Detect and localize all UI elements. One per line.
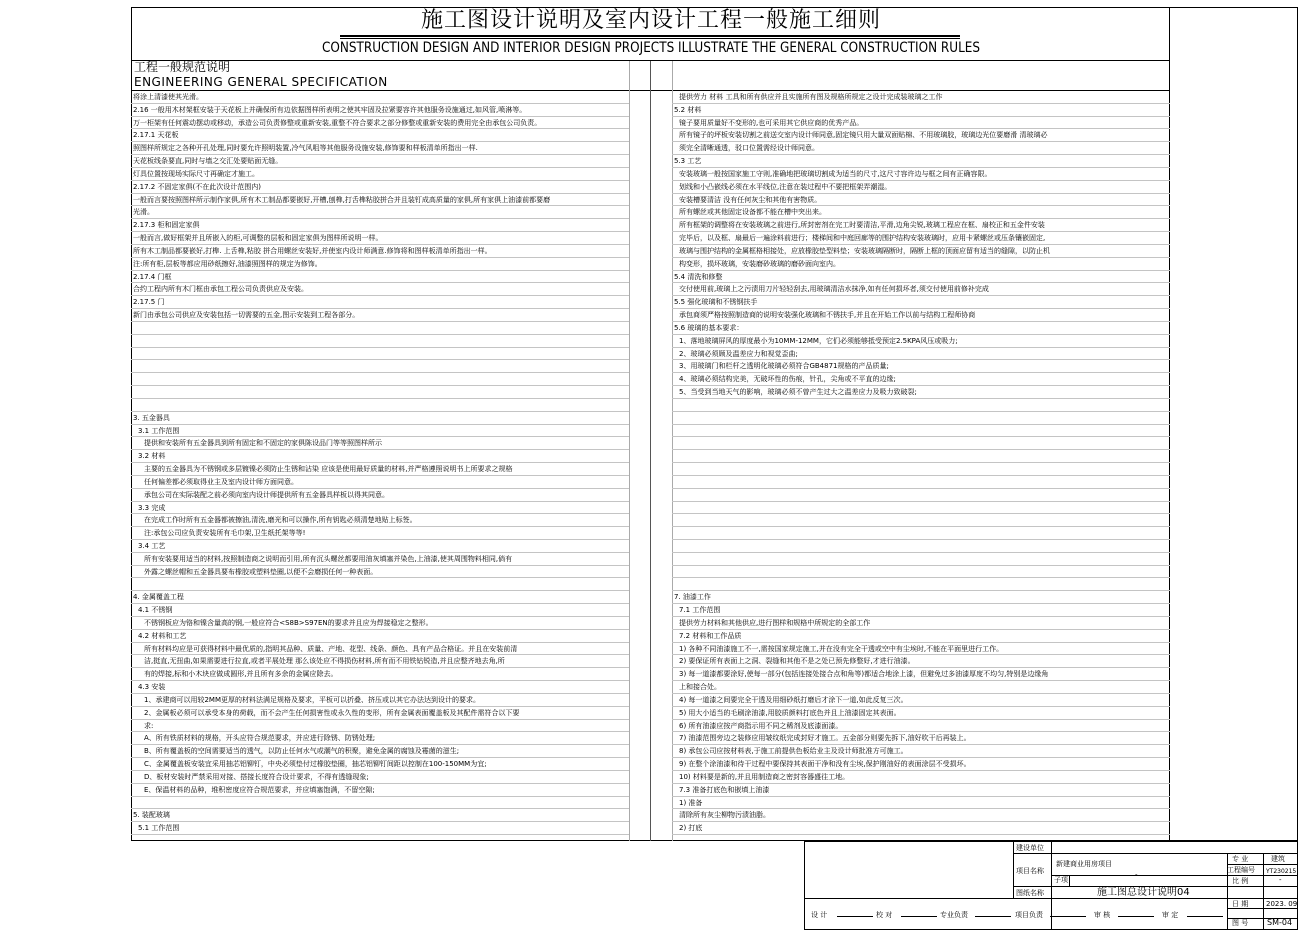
- project-lead-label: 项目负责: [1015, 911, 1043, 919]
- drawing-name-value: 施工图总设计说明04: [1097, 887, 1190, 898]
- design-label: 设 计: [811, 911, 828, 919]
- spec-row: [131, 797, 629, 810]
- spec-row: [672, 463, 1170, 476]
- spec-row: [672, 540, 1170, 553]
- title-underline-thin: [340, 38, 960, 39]
- spec-row: [672, 566, 1170, 579]
- project-name-value: 新建商业用房项目: [1056, 860, 1112, 868]
- spec-row: [131, 322, 629, 335]
- spec-row: [672, 502, 1170, 515]
- spec-row: 3. 五金器具: [131, 412, 629, 425]
- spec-row: 上和接合处。: [672, 681, 1170, 694]
- project-name-label: 项目名称: [1016, 867, 1044, 875]
- spec-row: [131, 360, 629, 373]
- spec-row: 3) 每一道漆都要涂好,使每一部分(包括连接处接合点和角等)都适合地涂上漆，但避免过多油漆厚度不均匀,特别是边缘角: [672, 668, 1170, 681]
- spec-row: 承包公司在实际装配之前必须向室内设计师提供所有五金器具样板以得其同意。: [131, 489, 629, 502]
- title-underline: [340, 35, 960, 37]
- project-no-value: YT230215: [1266, 868, 1297, 875]
- review-label: 审 核: [1094, 911, 1111, 919]
- spec-row: 7.1 工作范围: [672, 604, 1170, 617]
- discipline-lead-label: 专业负责: [940, 911, 968, 919]
- spec-row: [672, 514, 1170, 527]
- spec-row: 所有镜子的坪板安装切割之前送交室内设计师同意,固定镜只用大量双面贴棉、不用玻璃胶，玻璃边光位要磨滑 清玻璃必: [672, 129, 1170, 142]
- title-block: [804, 841, 1298, 930]
- spec-row: 5.5 强化玻璃和不锈钢扶手: [672, 296, 1170, 309]
- spec-row: 3.2 材料: [131, 450, 629, 463]
- discipline-label: 专 业: [1232, 855, 1249, 863]
- spec-row: 所有框架的调整将在安装玻璃之前进行,所封密剂在完工时要清洁,平滑,边角尖锐,玻璃工程应在框、扇校正和五金件安装: [672, 219, 1170, 232]
- spec-row: 所有材料均应是可获得材料中最优质的,指明其品种、质量、产地、花型、线条、颜色、具有产品合格证。并且在安装前清: [131, 643, 629, 656]
- spec-row: 3.4 工艺: [131, 540, 629, 553]
- spec-row: 3、用玻璃门和栏杆之透明化玻璃必须符合GB4871规格的产品质量;: [672, 360, 1170, 373]
- spec-row: 安装玻璃一般按国家施工守则,准确地把玻璃切割成为适当的尺寸,这尺寸容许边与框之间有正确容限。: [672, 168, 1170, 181]
- spec-row: 2) 打底: [672, 822, 1170, 835]
- spec-row: 7. 油漆工作: [672, 591, 1170, 604]
- spec-row: 承包商须严格按照制造商的说明安装强化玻璃和不锈扶手,并且在开始工作以前与结构工程师协商: [672, 309, 1170, 322]
- spec-row: [672, 489, 1170, 502]
- drawing-right-margin: [1170, 7, 1298, 841]
- spec-row: 不锈钢板应为铬和镍含量高的钢,一般应符合<S8B>S97EN的要求并且应为焊接稳定之整形。: [131, 617, 629, 630]
- spec-row: 2.17.3 柜和固定家俱: [131, 219, 629, 232]
- spec-row: 外露之螺丝帽和五金器具要布橡胶或塑料垫圈,以便不会磨损任何一种表面。: [131, 566, 629, 579]
- spec-row: 玻璃与围护结构的金属框格相接处，应放橡胶垫型料垫；安装玻璃隔断时，隔断上框的顶面应留有适当的缝隙，以防止机: [672, 245, 1170, 258]
- spec-row: 交付使用前,玻璃上之污渍用刀片轻轻刮去,用玻璃清洁水抹净,如有任何损坏者,须交付使用前修补完成: [672, 283, 1170, 296]
- spec-row: 注:所有柜,层板等都应用砂纸擦好,油漆照图样的规定为修饰。: [131, 258, 629, 271]
- spec-row: 5、当受到当地天气的影响，玻璃必须不曾产生过大之温差应力及吸力致破裂;: [672, 386, 1170, 399]
- section-heading-zh: 工程一般规范说明: [134, 60, 231, 74]
- spec-row: 1、落地玻璃屏风的厚度最小为10MM-12MM，它们必须能够抵受预定2.5KPA风压或吸力;: [672, 335, 1170, 348]
- spec-row: 合约工程内所有木门框由承包工程公司负责供应及安装。: [131, 283, 629, 296]
- spec-row: 主要的五金器具为不锈钢或多层镀镍必须防止生锈和沾染 应该是使用最好质量的材料,并严格遵照说明书上所要求之规格: [131, 463, 629, 476]
- page-subtitle: CONSTRUCTION DESIGN AND INTERIOR DESIGN PROJECTS ILLUSTRATE THE GENERAL CONSTRUCTION RULES: [321, 40, 981, 56]
- spec-row: 照图样所规定之各种开孔处理,同时要允许照明装置,冷气风咀等其他服务设施安装,修饰要和样板清单所指出一样.: [131, 142, 629, 155]
- subitem-label: 子项: [1054, 876, 1068, 884]
- project-no-label: 工程编号: [1227, 866, 1255, 874]
- spec-row: E、保温材料的品种，堆积密度应符合规范要求，并应填塞饱满，不留空隙;: [131, 784, 629, 797]
- spec-row: 须完全清晰通透，驳口位置需经设计师同意。: [672, 142, 1170, 155]
- right-spec-column: [672, 91, 1170, 835]
- spec-row: 4、玻璃必须结构完美，无破坏性的伤痕，针孔，尖角或不平直的边缘;: [672, 373, 1170, 386]
- spec-row: 8) 承包公司应按材料表,于施工前提供色板给业主及设计师批准方可施工。: [672, 745, 1170, 758]
- spec-row: 万一柜架有任何震动摆动或移动，承造公司负责修整或重新安装,重整不符合要求之部分修整或重新安装的费用完全由承包公司负责。: [131, 117, 629, 130]
- spec-row: 2.17.1 天花板: [131, 129, 629, 142]
- spec-row: 完毕后，以及框、扇最后一遍涂料前进行；楼梯间和中庭回廊等的围护结构安装玻璃时，应用卡紧螺丝或压条镶嵌固定,: [672, 232, 1170, 245]
- page-title: 施工图设计说明及室内设计工程一般施工细则: [420, 8, 881, 33]
- spec-row: 1、承建商可以用较2MM更厚的材料法满足规格及要求，平板可以折叠、挤压或以其它办法达到设计的要求。: [131, 694, 629, 707]
- spec-row: [672, 450, 1170, 463]
- spec-row: 6) 所有油漆应按产商指示用不同之稀剂及底漆面漆。: [672, 720, 1170, 733]
- spec-row: [672, 578, 1170, 591]
- spec-row: 9) 在整个涂油漆和待干过程中要保持其表面干净和没有尘埃,保护刚油好的表面涂层不受损坏。: [672, 758, 1170, 771]
- section-heading-en: ENGINEERING GENERAL SPECIFICATION: [134, 75, 388, 89]
- spec-row: 4.3 安装: [131, 681, 629, 694]
- build-unit-label: 建设单位: [1016, 844, 1044, 852]
- date-label: 日 期: [1232, 900, 1249, 908]
- spec-row: 1) 准备: [672, 797, 1170, 810]
- spec-row: [672, 527, 1170, 540]
- scale-label: 比 例: [1232, 877, 1249, 885]
- spec-row: [672, 425, 1170, 438]
- spec-row: 7) 油漆范围旁边之装修应用皱纹纸完成封好才施工。五金部分则要先拆下,油好吹干后再装上。: [672, 732, 1170, 745]
- spec-row: 1) 各种不同油漆施工不一,需按国家规定施工,并在没有完全干透或空中有尘埃时,不能在平面里进行工作。: [672, 643, 1170, 656]
- spec-row: 5) 用大小适当的毛刷涂油漆,用胶质颜料打底色并且上油漆固定其表面。: [672, 707, 1170, 720]
- spec-row: 天花板线条要直,同时与墙之交汇处要贴面无缝。: [131, 155, 629, 168]
- spec-row: [131, 399, 629, 412]
- spec-row: 划线和小凸嵌线必须在水平线位,注意在装过程中不要把框架弄潮湿。: [672, 181, 1170, 194]
- spec-row: 4.2 材料和工艺: [131, 630, 629, 643]
- spec-row: 所有螺丝或其他固定设备都不能在槽中突出来。: [672, 206, 1170, 219]
- spec-row: 一般而言,做好框架并且所嵌入的柜,可调整的层板和固定家俱为图样所说明一样。: [131, 232, 629, 245]
- discipline-value: 建筑: [1271, 855, 1285, 863]
- spec-row: 2、玻璃必须顾及温差应力和视觉歪曲;: [672, 348, 1170, 361]
- spec-row: D、板材安装时严禁采用对接、搭接长度符合设计要求，不得有透缝现象;: [131, 771, 629, 784]
- spec-row: 新门由承包公司供应及安装包括一切需要的五金,图示安装到工程各部分。: [131, 309, 629, 322]
- spec-row: 任何偏差都必须取得业主及室内设计师方面同意。: [131, 476, 629, 489]
- spec-row: 求:: [131, 720, 629, 733]
- spec-row: 4) 每一道漆之间要完全干透及用细砂纸打磨后才涂下一道,如此反复三次。: [672, 694, 1170, 707]
- column-divider-center: [650, 61, 651, 841]
- spec-row: 10) 材料要是新的,并且用制造商之密封容器盛往工地。: [672, 771, 1170, 784]
- subitem-value: -: [1135, 871, 1138, 879]
- spec-row: 4.1 不锈钢: [131, 604, 629, 617]
- check-label: 校 对: [876, 911, 893, 919]
- spec-row: [131, 386, 629, 399]
- spec-row: [672, 553, 1170, 566]
- spec-row: 清除所有灰尘柳物污渍油脂。: [672, 809, 1170, 822]
- spec-row: [131, 348, 629, 361]
- spec-row: 提供和安装所有五金器具到所有固定和不固定的家俱陈设品门等等照图样所示: [131, 437, 629, 450]
- spec-row: 在完成工作时所有五金器都被擦油,清洗,磨光和可以操作,所有钥匙必须清楚地贴上标签。: [131, 514, 629, 527]
- spec-row: 光滑。: [131, 206, 629, 219]
- spec-row: 一般而言要按照图样所示制作家俱,所有木工制品都要嵌好,开槽,刨榫,打舌榫粘胶拼合并且装钉成高质量的家俱,所有家俱上油漆前都要磨: [131, 194, 629, 207]
- spec-row: 2、金属板必须可以承受本身的荷载，而不会产生任何损害性或永久性的变形，所有金属表面覆盖板及其配件需符合以下要: [131, 707, 629, 720]
- spec-row: 将涂上清漆使其光滑。: [131, 91, 629, 104]
- approve-label: 审 定: [1162, 911, 1179, 919]
- spec-row: [131, 578, 629, 591]
- spec-row: [672, 476, 1170, 489]
- spec-row: 构变形，损坏玻璃，安装磨砂玻璃的磨砂面向室内。: [672, 258, 1170, 271]
- date-value: 2023. 09: [1266, 900, 1298, 908]
- spec-row: 所有安装要用适当的材料,按照制造商之说明而引用,所有沉头螺丝都要用油灰填塞并染色,上油漆,使其周围物料相同,倘有: [131, 553, 629, 566]
- spec-row: [672, 437, 1170, 450]
- spec-row: [131, 373, 629, 386]
- spec-row: 2) 要保证所有表面上之洞、裂缝和其他不是之处已预先修整好,才进行油漆。: [672, 655, 1170, 668]
- spec-row: [131, 335, 629, 348]
- spec-row: 5.1 工作范围: [131, 822, 629, 835]
- spec-row: 7.2 材料和工作品质: [672, 630, 1170, 643]
- spec-row: 2.16 一般用木材架框安装于天花板上并确保所有边依据图样所表明之使其牢固及拉紧要容许其他服务设施通过,如风管,喷淋等。: [131, 104, 629, 117]
- spec-row: 镜子要用质量好不变形的,也可采用其它供应商的优秀产品。: [672, 117, 1170, 130]
- spec-row: 3.1 工作范围: [131, 425, 629, 438]
- spec-row: 注:承包公司应负责安装所有毛巾架,卫生纸托架等等!: [131, 527, 629, 540]
- spec-row: B、所有覆盖板的空间需要适当的透气，以防止任何水气或潮气的积聚，避免金属的腐蚀及霉菌的滋生;: [131, 745, 629, 758]
- spec-row: 提供劳力材料和其他供应,进行图样和规格中所规定的全部工作: [672, 617, 1170, 630]
- spec-row: 7.3 准备打底色和嵌填上油漆: [672, 784, 1170, 797]
- spec-row: 有的焊接,标和小木块应做成圆形,并且所有多余的金属应除去。: [131, 668, 629, 681]
- spec-row: 所有木工制品都要嵌好,打榫. 上舌榫,粘胶 拼合用螺丝安装好,并使室内设计师满意.修饰将和图样板清单所指出一样。: [131, 245, 629, 258]
- spec-row: [672, 399, 1170, 412]
- spec-row: A、所有铁质材料的规格，开头应符合规范要求，并应进行除锈、防锈处理;: [131, 732, 629, 745]
- spec-row: 5.2 材料: [672, 104, 1170, 117]
- spec-row: 5. 装配玻璃: [131, 809, 629, 822]
- spec-row: 5.3 工艺: [672, 155, 1170, 168]
- spec-row: [672, 412, 1170, 425]
- spec-row: 5.6 玻璃的基本要求：: [672, 322, 1170, 335]
- spec-row: 2.17.2 不固定家俱(不在此次设计范围内): [131, 181, 629, 194]
- spec-row: 2.17.4 门框: [131, 271, 629, 284]
- spec-row: 安装槽要清洁 没有任何灰尘和其他有害物质。: [672, 194, 1170, 207]
- sheet-value: SM-04: [1267, 918, 1293, 927]
- spec-row: C、金属覆盖板安装宜采用抽芯铝铆钉，中央必须垫付过橡胶垫圈，抽芯铝铆钉间距以控制在100-150MM为宜;: [131, 758, 629, 771]
- sheet-label: 图 号: [1232, 919, 1249, 927]
- spec-row: 5.4 清洗和修整: [672, 271, 1170, 284]
- spec-row: 3.3 完成: [131, 502, 629, 515]
- spec-row: 4. 金属覆盖工程: [131, 591, 629, 604]
- drawing-name-label: 图纸名称: [1016, 889, 1044, 897]
- spec-row: 2.17.5 门: [131, 296, 629, 309]
- spec-row: 提供劳力 材料 工具和所有供应并且实施所有图及规格所规定之设计完成装玻璃之工作: [672, 91, 1170, 104]
- spec-row: 洁,挺直,无扭曲,如果需要进行拉直,或者平展处理 那么该处应不得损伤材料,所有而不用铁钻锐造,并且应整齐地去角,所: [131, 655, 629, 668]
- scale-value: -: [1279, 876, 1282, 884]
- column-divider-left: [629, 61, 630, 841]
- spec-row: 灯具位置按现场实际尺寸再确定才施工。: [131, 168, 629, 181]
- left-spec-column: [131, 91, 629, 835]
